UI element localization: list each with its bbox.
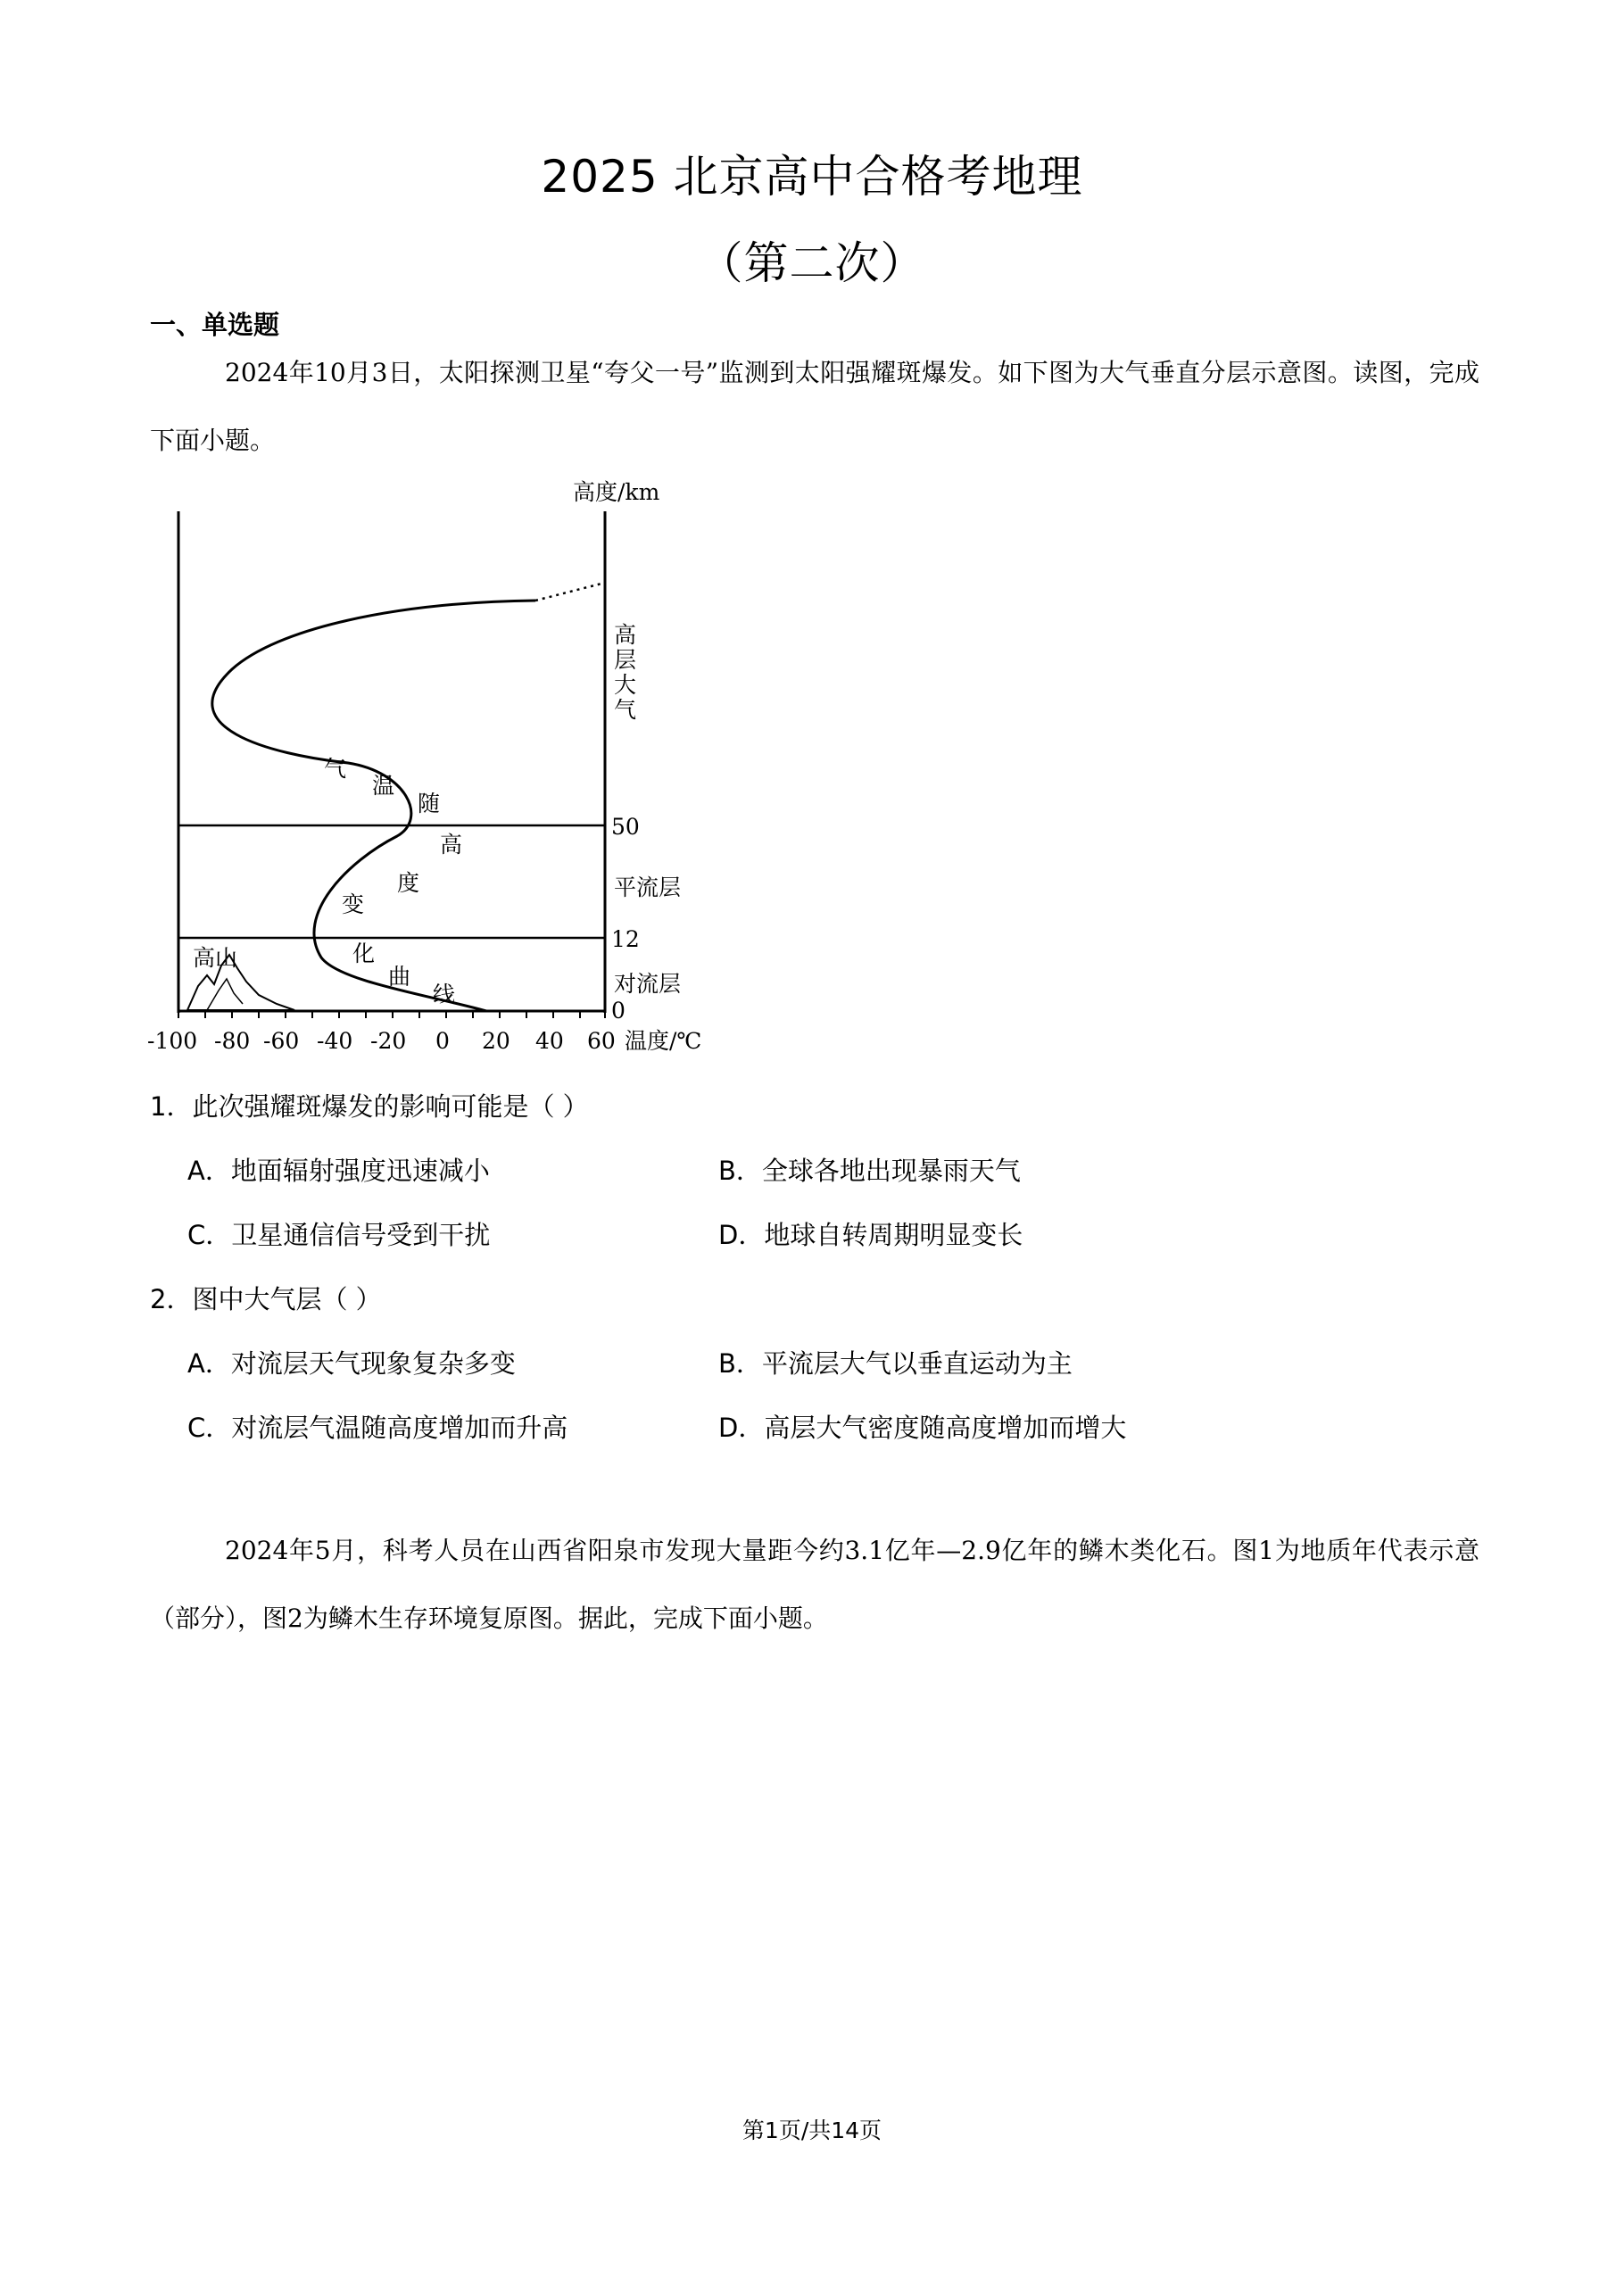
- x-axis-label: 温度/℃: [625, 1028, 702, 1054]
- troposphere-label: 对流层: [614, 971, 682, 997]
- height-mark-12: 12: [611, 926, 640, 952]
- page-title: 2025 北京高中合格考地理: [541, 151, 1083, 203]
- x-tick-label: -100: [147, 1028, 198, 1054]
- question-1-option-a[interactable]: A．地面辐射强度迅速减小: [187, 1156, 490, 1186]
- question-1-option-b[interactable]: B．全球各地出现暴雨天气: [718, 1156, 1021, 1186]
- stratosphere-label: 平流层: [614, 874, 682, 900]
- x-tick-label: 20: [482, 1028, 510, 1054]
- page-footer: 第1页/共14页: [742, 2118, 882, 2143]
- question-2-option-d[interactable]: D．高层大气密度随高度增加而增大: [718, 1413, 1127, 1443]
- question-2-option-b[interactable]: B．平流层大气以垂直运动为主: [718, 1348, 1073, 1379]
- passage-second: 2024年5月，科考人员在山西省阳泉市发现大量距今约3.1亿年—2.9亿年的鳞木类化石。图1为地质年代表示意（部分），图2为鳞木生存环境复原图。据此，完成下面小题。: [150, 1536, 1479, 1633]
- curve-label-char: 温: [372, 773, 395, 799]
- x-tick-label: 0: [435, 1028, 450, 1054]
- x-tick-label: -20: [370, 1028, 407, 1054]
- question-1-option-d[interactable]: D．地球自转周期明显变长: [718, 1220, 1023, 1250]
- question-1-stem: 1．此次强耀斑爆发的影响可能是（ ）: [150, 1091, 589, 1122]
- mountain-label: 高山: [193, 945, 238, 971]
- height-mark-50: 50: [611, 814, 640, 840]
- curve-label-char: 变: [342, 891, 365, 917]
- section-heading: 一、单选题: [150, 310, 280, 340]
- question-2-option-c[interactable]: C．对流层气温随高度增加而升高: [187, 1413, 568, 1443]
- x-tick-label: 40: [535, 1028, 564, 1054]
- curve-label-char: 线: [433, 982, 456, 1007]
- upper-atmosphere-label: 大: [614, 672, 637, 698]
- atmosphere-layers-diagram: [134, 468, 741, 1066]
- height-mark-0: 0: [611, 998, 626, 1024]
- upper-atmosphere-label: 层: [614, 647, 637, 673]
- x-tick-label: -40: [317, 1028, 353, 1054]
- curve-label-char: 气: [324, 756, 347, 782]
- page-subtitle: （第二次）: [698, 237, 926, 289]
- x-tick-label: -60: [263, 1028, 300, 1054]
- curve-label-char: 曲: [388, 964, 411, 990]
- question-2-option-a[interactable]: A．对流层天气现象复杂多变: [187, 1348, 516, 1379]
- upper-atmosphere-label: 气: [614, 697, 637, 723]
- question-2-stem: 2．图中大气层（ ）: [150, 1284, 382, 1314]
- curve-label-char: 化: [352, 941, 376, 966]
- temperature-curve-dotted: [535, 583, 605, 601]
- y-axis-label: 高度/km: [573, 479, 660, 505]
- curve-label-char: 度: [397, 870, 420, 896]
- question-1-option-c[interactable]: C．卫星通信信号受到干扰: [187, 1220, 491, 1250]
- upper-atmosphere-label: 高: [614, 622, 637, 648]
- x-tick-label: -80: [214, 1028, 251, 1054]
- curve-label-char: 高: [440, 832, 463, 858]
- curve-label-char: 随: [418, 791, 441, 816]
- passage-intro: 2024年10月3日，太阳探测卫星“夸父一号”监测到太阳强耀斑爆发。如下图为大气垂直分层示意图。读图，完成下面小题。: [150, 358, 1479, 455]
- x-tick-label: 60: [587, 1028, 616, 1054]
